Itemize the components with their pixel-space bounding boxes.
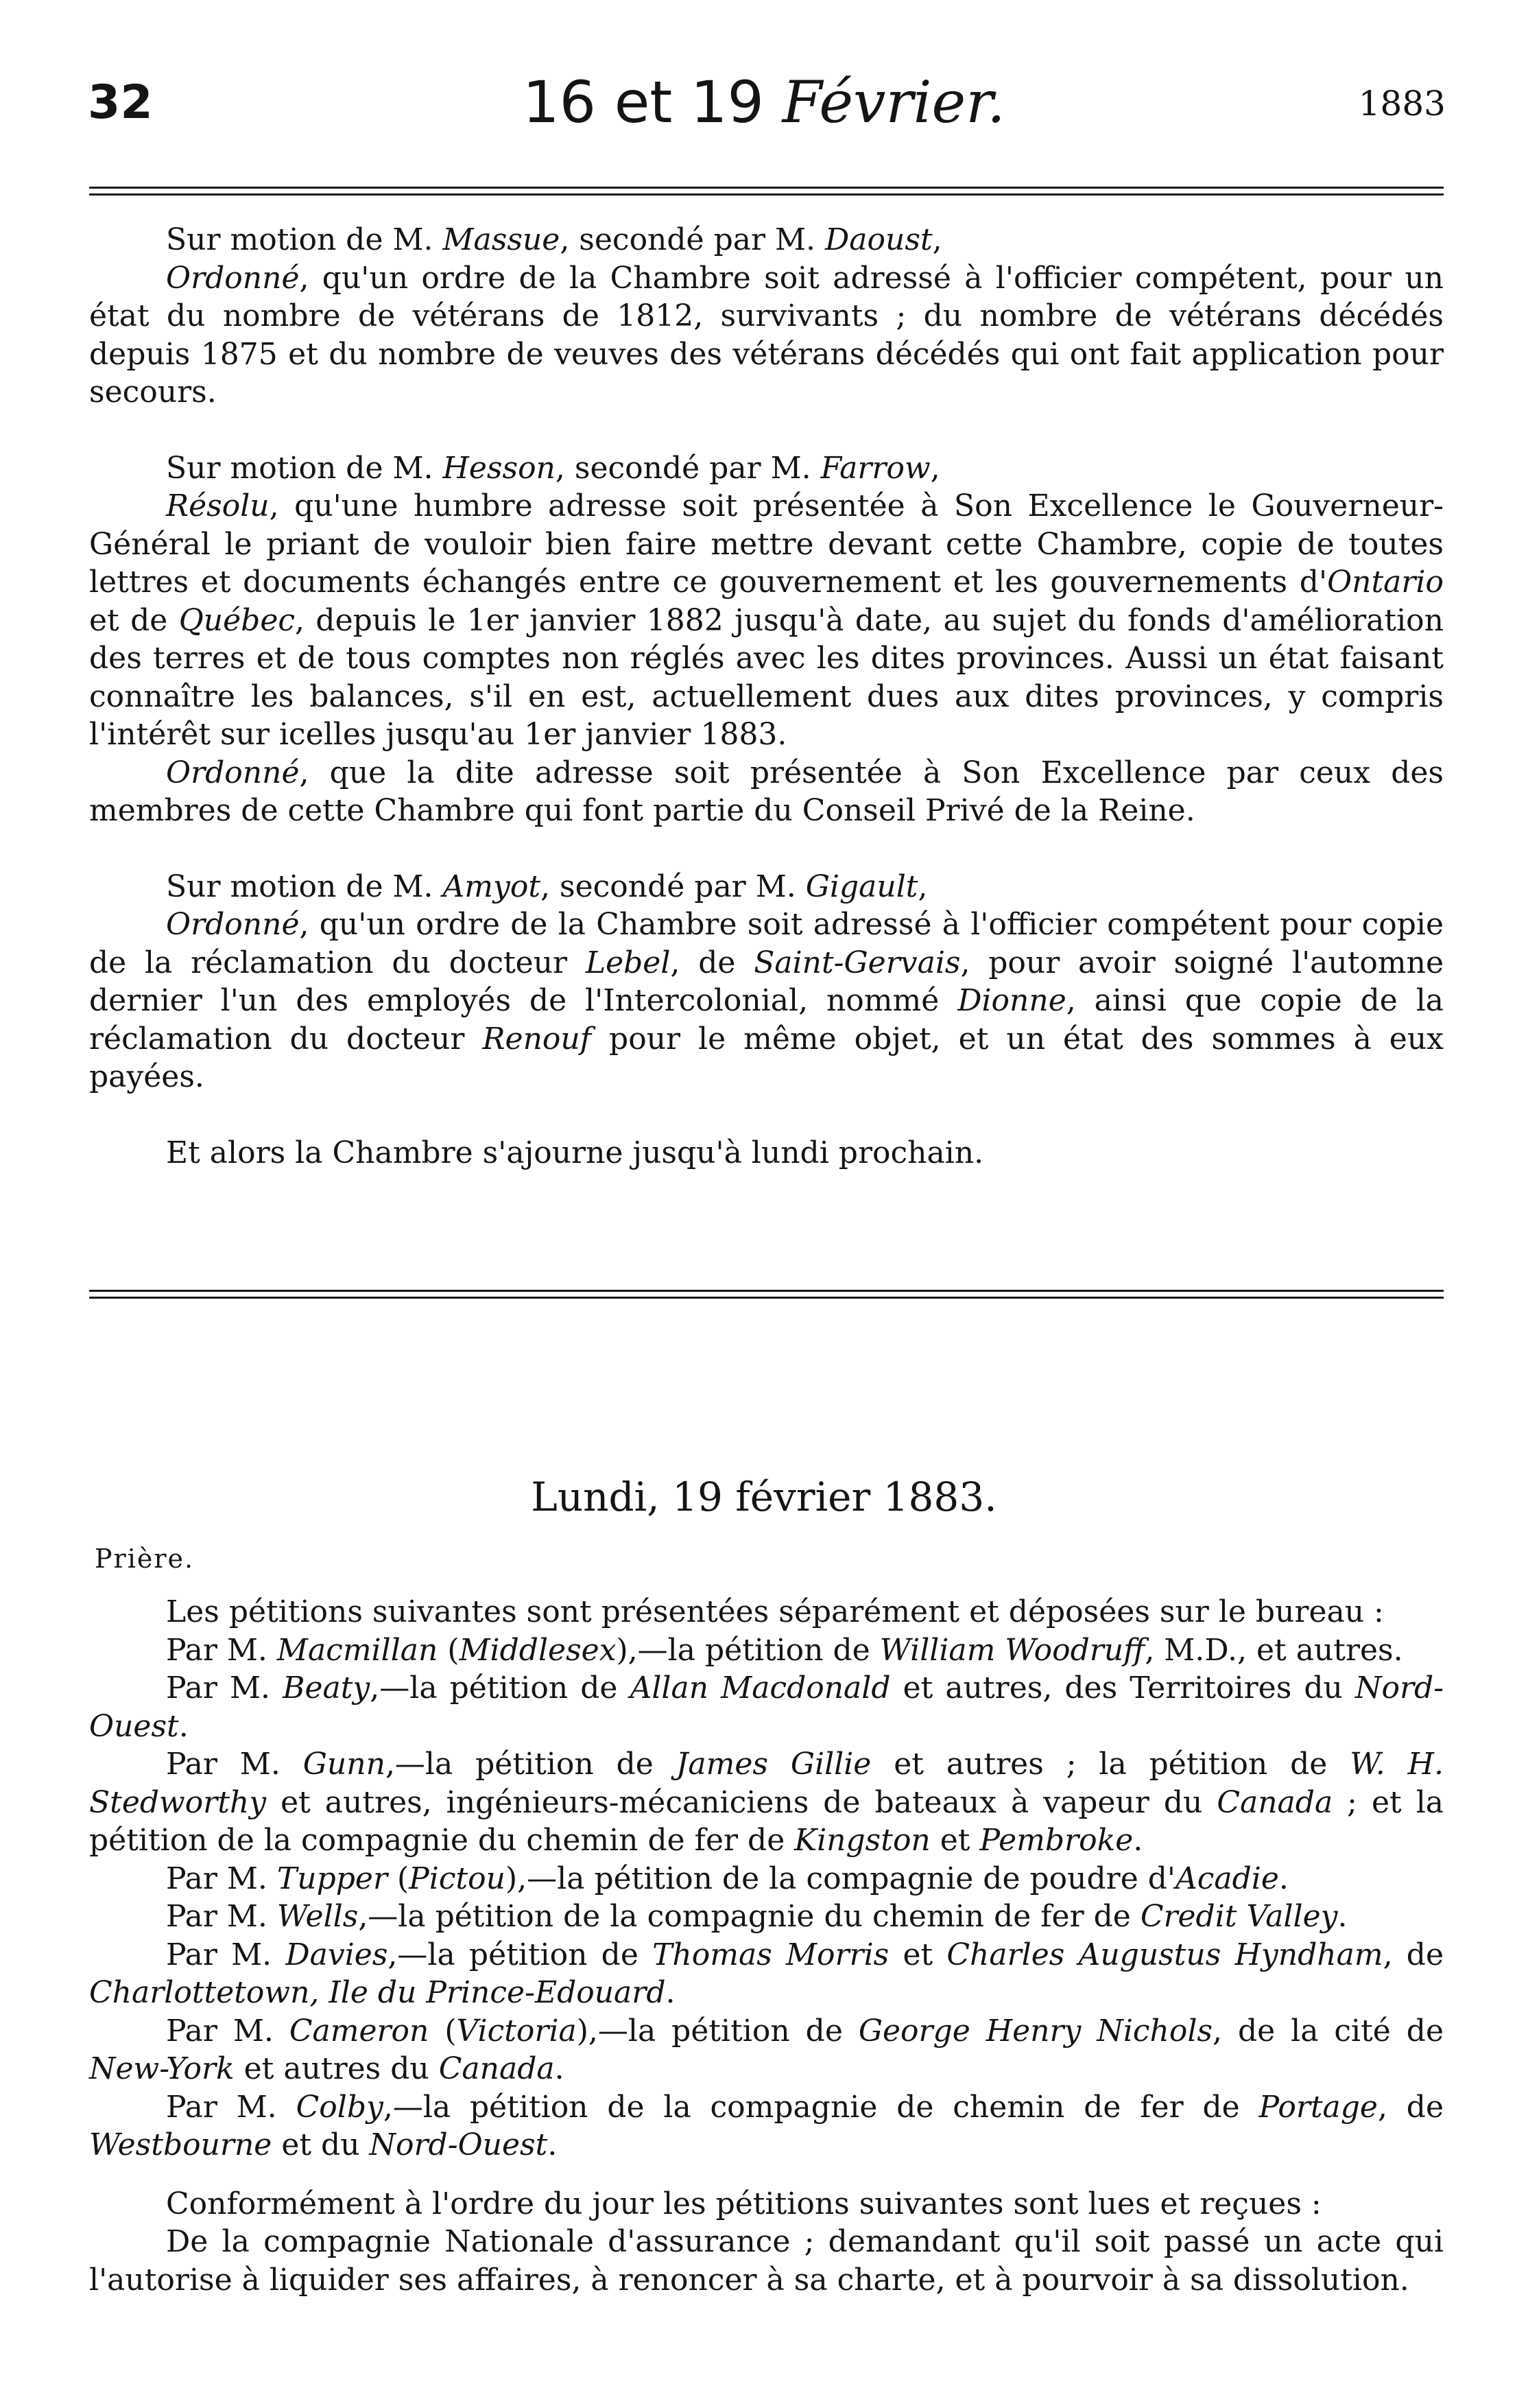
section-motions-feb-16 (89, 221, 1444, 1172)
motion-amyot-intro: Sur motion de M. Amyot, secondé par M. Gigault, (166, 869, 928, 904)
motion-hesson-intro: Sur motion de M. Hesson, secondé par M. Farrow, (166, 450, 940, 486)
petition-wells: Par M. Wells,—la pétition de la compagnie du chemin de fer de Credit Valley. (166, 1899, 1348, 1934)
order-veterans-1812: Ordonné, qu'un ordre de la Chambre soit adressé à l'officier compétent, pour un état du nombre de vétérans de 1812, survivants ; du nombre de vétérans décédés depuis 1875 et du nombre de veuves des vétérans décédés qui ont fait application pour secours. (89, 260, 1444, 410)
page-year: 1883 (1358, 84, 1446, 123)
section-petitions-feb-19 (89, 1593, 1444, 2299)
petition-nationale-assurance: De la compagnie Nationale d'assurance ; demandant qu'il soit passé un acte qui l'autorise à liquider ses affaires, à renoncer à sa charte, et à pourvoir à sa dissolution. (89, 2224, 1444, 2298)
adjournment-paragraph: Et alors la Chambre s'ajourne jusqu'à lundi prochain. (166, 1135, 984, 1170)
order-claim-lebel: Ordonné, qu'un ordre de la Chambre soit adressé à l'officier compétent pour copie de la réclamation du docteur Lebel, de Saint-Gervais, pour avoir soigné l'automne dernier l'un des employés de l'Intercolonial, nommé Dionne, ainsi que copie de la réclamation du docteur Renouf pour le même objet, et un état des sommes à eux payées. (89, 907, 1444, 1094)
petition-cameron: Par M. Cameron (Victoria),—la pétition de George Henry Nichols, de la cité de New-York et autres du Canada. (89, 2013, 1444, 2086)
running-title-dates: 16 et 19 (523, 69, 764, 136)
motion-massue-intro: Sur motion de M. Massue, secondé par M. Daoust, (166, 222, 942, 257)
petition-beaty: Par M. Beaty,—la pétition de Allan Macdonald et autres, des Territoires du Nord-Ouest. (89, 1671, 1444, 1744)
page-number: 32 (88, 75, 153, 130)
resolution-address-governor: Résolu, qu'une humbre adresse soit présentée à Son Excellence le Gouverneur-Général le priant de vouloir bien faire mettre devant cette Chambre, copie de toutes lettres et documents échangés entre ce gouvernement et les gouvernements d'Ontario et de Québec, depuis le 1er janvier 1882 jusqu'à date, au sujet du fonds d'amélioration des terres et de tous comptes non réglés avec les dites provinces. Aussi un état faisant connaître les balances, s'il en est, actuellement dues aux dites provinces, y compris l'intérêt sur icelles jusqu'au 1er janvier 1883. (89, 488, 1444, 752)
order-address-presentation: Ordonné, que la dite adresse soit présentée à Son Excellence par ceux des membres de cette Chambre qui font partie du Conseil Privé de la Reine. (89, 755, 1444, 828)
petition-davies: Par M. Davies,—la pétition de Thomas Morris et Charles Augustus Hyndham, de Charlottetown, Ile du Prince-Edouard. (89, 1937, 1444, 2010)
petition-tupper: Par M. Tupper (Pictou),—la pétition de la compagnie de poudre d'Acadie. (166, 1861, 1289, 1896)
header-double-rule (89, 187, 1444, 196)
section-double-rule (89, 1290, 1444, 1299)
petitions-received-intro: Conformément à l'ordre du jour les pétitions suivantes sont lues et reçues : (166, 2186, 1322, 2221)
date-heading: Lundi, 19 février 1883. (531, 1474, 997, 1520)
petition-macmillan: Par M. Macmillan (Middlesex),—la pétition de William Woodruff, M.D., et autres. (166, 1632, 1403, 1668)
petitions-presented-intro: Les pétitions suivantes sont présentées séparément et déposées sur le bureau : (166, 1594, 1384, 1629)
running-title-month: Février. (782, 69, 1005, 136)
page-header (0, 69, 1528, 144)
priere-heading: Prière. (95, 1544, 195, 1574)
petition-colby: Par M. Colby,—la pétition de la compagnie de chemin de fer de Portage, de Westbourne et du Nord-Ouest. (89, 2089, 1444, 2162)
running-title (0, 69, 1528, 136)
petition-gunn: Par M. Gunn,—la pétition de James Gillie et autres ; la pétition de W. H. Stedworthy et autres, ingénieurs-mécaniciens de bateaux à vapeur du Canada ; et la pétition de la compagnie du chemin de fer de Kingston et Pembroke. (89, 1747, 1444, 1858)
